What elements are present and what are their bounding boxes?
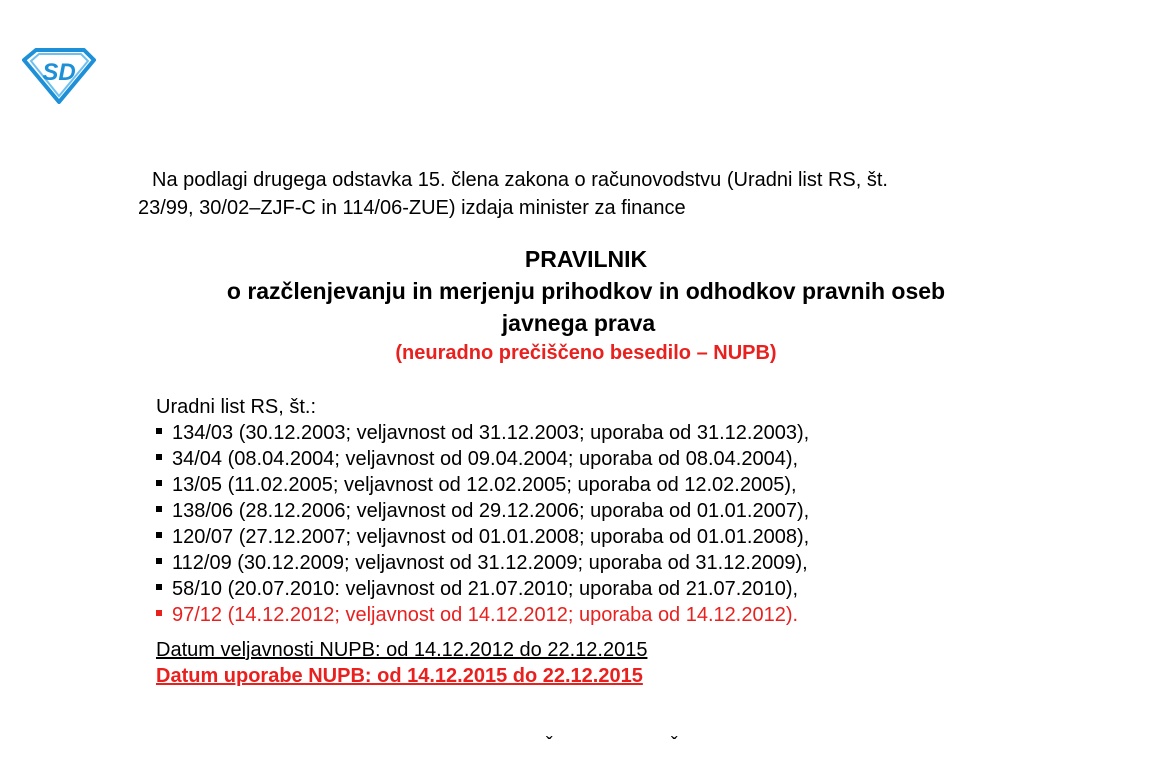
- document-title: PRAVILNIK: [524, 246, 648, 272]
- document-subtitle-line-1: o razčlenjevanju in merjenju prihodkov in odhodkov pravnih oseb: [226, 278, 946, 304]
- bullet-icon: [156, 506, 162, 512]
- intro-paragraph: [138, 166, 1038, 222]
- gazette-item: [156, 472, 809, 498]
- unofficial-text-note: (neuradno prečiščeno besedilo – NUPB): [395, 342, 777, 364]
- gazette-item: [156, 446, 809, 472]
- gazette-item: [156, 524, 809, 550]
- bullet-icon: [156, 532, 162, 538]
- intro-line-2: 23/99, 30/02–ZJF-C in 114/06-ZUE) izdaja minister za finance: [138, 197, 686, 219]
- validity-date: Datum veljavnosti NUPB: od 14.12.2012 do 22.12.2015: [156, 639, 648, 661]
- bullet-icon: [156, 610, 162, 616]
- gazette-item-text: 134/03 (30.12.2003; veljavnost od 31.12.2003; uporaba od 31.12.2003),: [172, 422, 810, 444]
- gazette-item: [156, 420, 809, 446]
- bullet-icon: [156, 428, 162, 434]
- bullet-icon: [156, 584, 162, 590]
- gazette-item-text: 13/05 (11.02.2005; veljavnost od 12.02.2005; uporaba od 12.02.2005),: [172, 474, 797, 496]
- gazette-heading: Uradni list RS, št.:: [156, 396, 317, 418]
- gazette-item-text: 58/10 (20.07.2010: veljavnost od 21.07.2010; uporaba od 21.07.2010),: [172, 578, 799, 600]
- gazette-item-text: 34/04 (08.04.2004; veljavnost od 09.04.2004; uporaba od 08.04.2004),: [172, 448, 799, 470]
- bullet-icon: [156, 480, 162, 486]
- gazette-item: [156, 550, 809, 576]
- sd-shield-logo-icon: [22, 46, 96, 104]
- document-subtitle-line-2: javnega prava: [501, 310, 656, 336]
- intro-line-1: Na podlagi drugega odstavka 15. člena zakona o računovodstvu (Uradni list RS, št.: [152, 169, 888, 191]
- gazette-item: [156, 498, 809, 524]
- bullet-icon: [156, 454, 162, 460]
- gazette-list: [156, 420, 809, 628]
- gazette-item-text: 97/12 (14.12.2012; veljavnost od 14.12.2012; uporaba od 14.12.2012).: [172, 604, 799, 626]
- gazette-item-text: 120/07 (27.12.2007; veljavnost od 01.01.2008; uporaba od 01.01.2008),: [172, 526, 810, 548]
- gazette-item-text: 112/09 (30.12.2009; veljavnost od 31.12.2009; uporaba od 31.12.2009),: [172, 552, 808, 574]
- cutoff-accent-mark: ˇ: [671, 734, 678, 756]
- gazette-item: [156, 576, 809, 602]
- bullet-icon: [156, 558, 162, 564]
- cutoff-accent-mark: ˇ: [546, 734, 553, 756]
- logo-text: SD: [42, 59, 76, 86]
- nupb-dates: [156, 637, 647, 689]
- usage-date: Datum uporabe NUPB: od 14.12.2015 do 22.12.2015: [156, 665, 643, 687]
- gazette-references: [156, 394, 809, 628]
- gazette-item-latest: [156, 602, 809, 628]
- gazette-item-text: 138/06 (28.12.2006; veljavnost od 29.12.2006; uporaba od 01.01.2007),: [172, 500, 810, 522]
